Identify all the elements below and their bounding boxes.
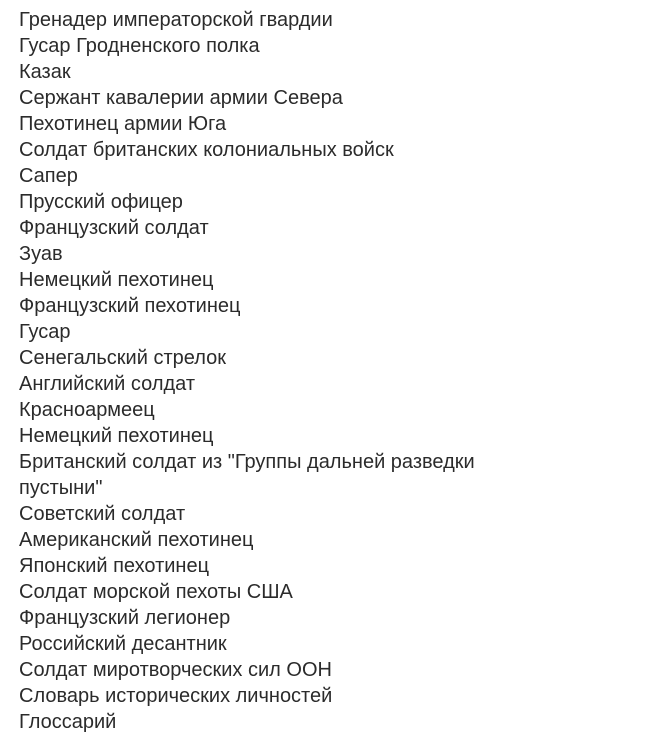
toc-item[interactable]: Сапер <box>19 165 78 187</box>
toc-item[interactable]: Французский легионер <box>19 607 231 629</box>
toc-item[interactable]: Японский пехотинец <box>19 555 210 577</box>
toc-item[interactable]: Французский солдат <box>19 217 209 239</box>
toc-item[interactable]: Прусский офицер <box>19 191 183 213</box>
toc-item[interactable]: Французский пехотинец <box>19 295 241 317</box>
toc-item[interactable]: Красноармеец <box>19 399 155 421</box>
toc-item[interactable]: Пехотинец армии Юга <box>19 113 227 135</box>
toc-item[interactable]: Казак <box>19 61 71 83</box>
toc-item[interactable]: Британский солдат из "Группы дальней разведки пустыни" <box>19 451 475 499</box>
toc-item[interactable]: Солдат морской пехоты США <box>19 581 293 603</box>
toc-item[interactable]: Сенегальский стрелок <box>19 347 226 369</box>
toc-item[interactable]: Сержант кавалерии армии Севера <box>19 87 343 109</box>
toc-item[interactable]: Гусар <box>19 321 71 343</box>
table-of-contents <box>19 7 579 735</box>
toc-item[interactable]: Зуав <box>19 243 63 265</box>
toc-item[interactable]: Советский солдат <box>19 503 186 525</box>
toc-item[interactable]: Немецкий пехотинец <box>19 269 214 291</box>
toc-item[interactable]: Словарь исторических личностей <box>19 685 333 707</box>
toc-item[interactable]: Российский десантник <box>19 633 227 655</box>
toc-item[interactable]: Гренадер императорской гвардии <box>19 9 333 31</box>
toc-item[interactable]: Глоссарий <box>19 711 117 733</box>
toc-item[interactable]: Солдат британских колониальных войск <box>19 139 394 161</box>
toc-item[interactable]: Американский пехотинец <box>19 529 254 551</box>
toc-item[interactable]: Солдат миротворческих сил ООН <box>19 659 332 681</box>
toc-item[interactable]: Немецкий пехотинец <box>19 425 214 447</box>
toc-item[interactable]: Английский солдат <box>19 373 195 395</box>
toc-item[interactable]: Гусар Гродненского полка <box>19 35 260 57</box>
